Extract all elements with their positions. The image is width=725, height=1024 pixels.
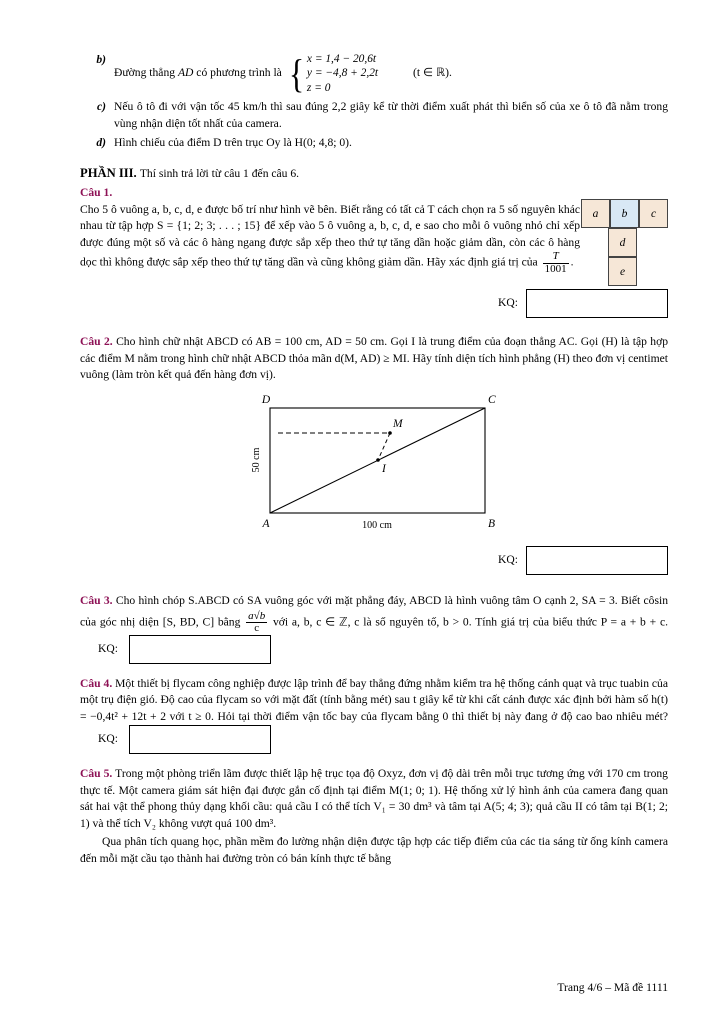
fraction-denominator: 1001 xyxy=(544,262,567,275)
cau5-paragraph-1: Trong một phòng triển lãm được thiết lập hệ trục tọa độ Oxyz, đơn vị độ dài trên mỗi trục tương ứng với 170 cm trong thực tế. Một camera giám sát hiện đại được gắn cố định tại điểm M(1; 0; 1). Hệ thống xử lý hình ảnh của camera đang quan sát hai vật thể phong thủy dạng khối cầu: quả cầu I có thể tích V₁ = 30 dm³ và tâm tại A(5; 4; 3); quả cầu II có tâm tại B(1; 2; 1) và thể tích V₂ không vượt quá 100 dm³. xyxy=(80,767,668,830)
cau4-answer-box[interactable] xyxy=(129,725,271,754)
squares-row-1 xyxy=(581,199,668,228)
page-footer: Trang 4/6 – Mã đề 1111 xyxy=(557,980,668,994)
square-spacer-2 xyxy=(581,257,608,284)
cau3-answer-box[interactable] xyxy=(129,635,271,664)
cau3-label: Câu 3. xyxy=(80,593,113,607)
square-c: c xyxy=(639,199,668,228)
cau5-block xyxy=(80,766,668,832)
svg-text:100 cm: 100 cm xyxy=(362,519,392,531)
cau3-answer-group xyxy=(98,635,271,664)
item-b xyxy=(80,52,668,95)
item-b-body xyxy=(114,52,668,95)
cau2-answer-box[interactable] xyxy=(526,546,668,575)
fraction-T-1001 xyxy=(543,251,569,275)
cau3-text-part2: với a, b, c ∈ ℤ, c là số nguyên tố, b > 0. Tính giá trị của biểu thức P = a + b + c. xyxy=(272,615,668,629)
square-a: a xyxy=(581,199,610,228)
cau1-block xyxy=(80,185,668,278)
cosine-denominator: c xyxy=(254,622,260,635)
fraction-numerator: T xyxy=(543,251,569,264)
item-d-label: d) xyxy=(96,135,106,149)
item-b-condition: (t ∈ ℝ). xyxy=(412,66,452,80)
system-lines xyxy=(307,52,378,95)
rectangle-figure-svg xyxy=(80,390,668,532)
cau4-answer-group xyxy=(98,725,271,754)
item-c xyxy=(80,99,668,132)
item-d-text: Hình chiếu của điểm D trên trục Oy là H(0; 4,8; 0). xyxy=(114,135,352,149)
square-d: d xyxy=(608,228,637,257)
cau2-block xyxy=(80,334,668,383)
section-title: PHẦN III. xyxy=(80,166,137,181)
svg-text:B: B xyxy=(488,517,496,530)
equation-system-ad xyxy=(287,52,378,95)
svg-text:C: C xyxy=(488,393,496,406)
cau1-paragraph-end: . xyxy=(570,255,574,269)
squares-row-2 xyxy=(581,228,668,257)
cau1-answer-row xyxy=(80,289,668,318)
cau2-kq-label: KQ: xyxy=(498,552,518,566)
item-b-text: Đường thẳng AD có phương trình là xyxy=(114,66,282,80)
squares-figure xyxy=(581,199,668,286)
cau1-label: Câu 1. xyxy=(80,186,113,200)
item-b-label: b) xyxy=(96,53,106,66)
section-heading xyxy=(80,165,668,183)
cau1-answer-box[interactable] xyxy=(526,289,668,318)
svg-text:A: A xyxy=(262,517,270,530)
section-subtitle: Thí sinh trả lời từ câu 1 đến câu 6. xyxy=(139,167,300,181)
cau4-block xyxy=(80,676,668,754)
cau5-label: Câu 5. xyxy=(80,767,113,781)
brace-icon: { xyxy=(288,50,305,96)
cau1-kq-label: KQ: xyxy=(498,296,518,310)
cau3-kq-label: KQ: xyxy=(98,642,118,656)
cau2-answer-row xyxy=(80,546,668,575)
cau5-paragraph-2: Qua phân tích quang học, phần mềm đo lường nhận diện được tập hợp các tiếp điểm của các tia sáng từ ống kính camera đến mỗi mặt cầu tạo thành hai đường tròn có bán kính thực tế bằng xyxy=(80,835,668,865)
item-c-text: Nếu ô tô đi với vận tốc 45 km/h thì sau đúng 2,2 giây kể từ thời điểm xuất phát thì biển số của xe ô tô đã nằm trong vùng nhận diện tốt nhất của camera. xyxy=(114,100,668,130)
cau4-label: Câu 4. xyxy=(80,676,113,690)
system-line-x: x = 1,4 − 20,6t xyxy=(306,53,377,65)
cau5-paragraph-2-block xyxy=(80,834,668,867)
system-line-z: z = 0 xyxy=(306,81,331,94)
cau3-block xyxy=(80,591,668,664)
cau1-text xyxy=(80,202,580,275)
cau4-kq-label: KQ: xyxy=(98,732,118,746)
item-d xyxy=(80,135,668,151)
square-b: b xyxy=(610,199,639,228)
cau3-text-part1: Cho hình chóp S.ABCD có SA vuông góc với mặt phẳng đáy, ABCD là hình vuông tâm O cạnh 2, SA = 3. Biết côsin của góc nhị diện [S, BD, C] bằng xyxy=(80,593,669,629)
page-content xyxy=(80,52,668,867)
svg-text:50 cm: 50 cm xyxy=(251,447,262,472)
system-line-y: y = −4,8 + 2,2t xyxy=(306,67,379,80)
rectangle-figure xyxy=(80,390,668,532)
cau2-text: Cho hình chữ nhật ABCD có AB = 100 cm, AD = 50 cm. Gọi I là trung điểm của đoạn thẳng AC. Gọi (H) là tập hợp các điểm M nằm trong hình chữ nhật ABCD thỏa mãn d(M, AD) ≥ MI. Hãy tính diện tích hình phẳng (H) theo đơn vị centimet vuông (làm tròn kết quả đến hàng đơn vị). xyxy=(80,335,669,382)
cau2-label: Câu 2. xyxy=(80,335,113,349)
svg-text:D: D xyxy=(261,393,271,406)
svg-text:M: M xyxy=(393,417,403,430)
square-e: e xyxy=(608,257,637,286)
cosine-numerator: a√b xyxy=(248,609,266,622)
item-c-label: c) xyxy=(96,100,106,114)
cau4-text: Một thiết bị flycam công nghiệp được lập trình để bay thẳng đứng nhằm kiểm tra hệ thống cánh quạt và trục tuabin của một trụ điện gió. Độ cao của flycam so với mặt đất (tính bằng mét) sau t giây kể từ khi cất cánh được xác định bởi hàm số h(t) = −0,4t² + 12t + 2 với t ≥ 0. Hỏi tại thời điểm vận tốc bay của flycam bằng 0 thì thiết bị này đang ở độ cao bao nhiêu mét? xyxy=(80,676,668,723)
cosine-fraction xyxy=(246,611,267,635)
cau1-paragraph: Cho 5 ô vuông a, b, c, d, e được bố trí như hình vẽ bên. Biết rằng có tất cả T cách chọn ra 5 số nguyên khác nhau từ tập hợp S = {1; 2; 3; . . . ; 15} để xếp vào 5 ô vuông a, b, c, d, e sao cho mỗi ô vuông nhỏ chỉ xếp được đúng một số và các ô hàng ngang được sắp xếp theo thứ tự tăng dần hoặc giảm dần, còn các ô hàng dọc thì không được sắp xếp theo thứ tự tăng dần và cũng không giảm dần. Hãy xác định giá trị của xyxy=(80,202,580,269)
squares-row-3 xyxy=(581,257,668,286)
square-spacer-1 xyxy=(581,228,608,255)
svg-text:I: I xyxy=(382,462,386,475)
